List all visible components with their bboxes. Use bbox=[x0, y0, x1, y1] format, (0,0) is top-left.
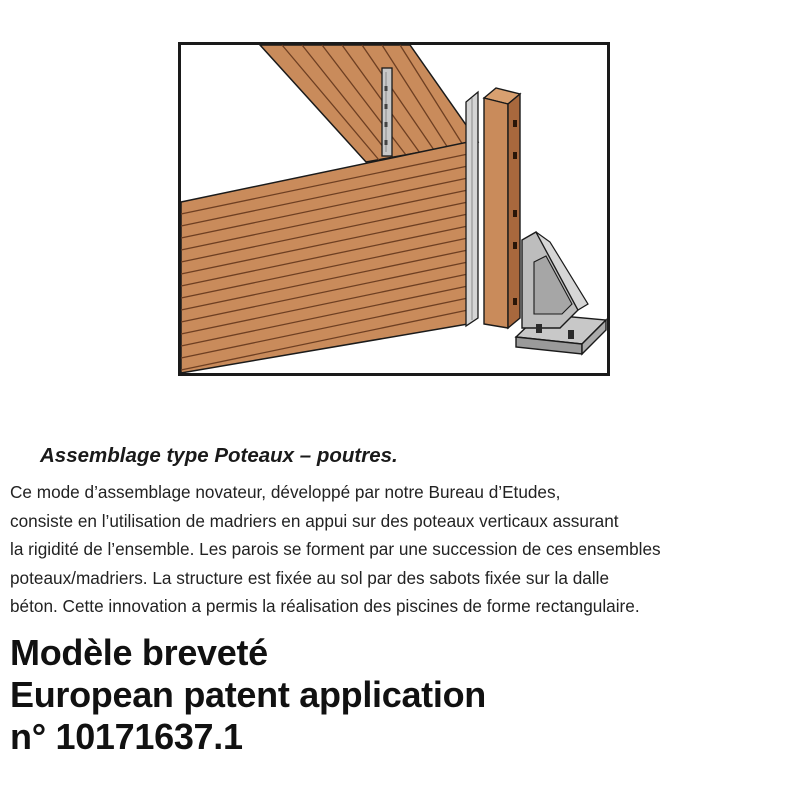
description-line: consiste en l’utilisation de madriers en appui sur des poteaux verticaux assurant bbox=[10, 510, 619, 531]
wooden-post-icon bbox=[484, 88, 520, 328]
metal-post-profile-icon bbox=[382, 68, 392, 156]
description-line: poteaux/madriers. La structure est fixée au sol par des sabots fixée sur la dalle bbox=[10, 567, 610, 588]
front-metal-profile-icon bbox=[466, 92, 478, 326]
patent-heading bbox=[10, 632, 486, 758]
patent-model-line: Modèle breveté bbox=[10, 632, 268, 673]
assembly-subtitle: Assemblage type Poteaux – poutres. bbox=[40, 444, 398, 467]
description-paragraph bbox=[10, 478, 795, 621]
post-beam-assembly-illustration bbox=[178, 42, 610, 376]
description-line: la rigidité de l’ensemble. Les parois se forment par une succession de ces ensembles bbox=[10, 539, 661, 560]
patent-number-line: n° 10171637.1 bbox=[10, 716, 243, 757]
description-line: béton. Cette innovation a permis la réalisation des piscines de forme rectangulaire. bbox=[10, 596, 640, 617]
description-line: Ce mode d’assemblage novateur, développé par notre Bureau d’Etudes, bbox=[10, 482, 561, 502]
patent-application-line: European patent application bbox=[10, 674, 486, 715]
